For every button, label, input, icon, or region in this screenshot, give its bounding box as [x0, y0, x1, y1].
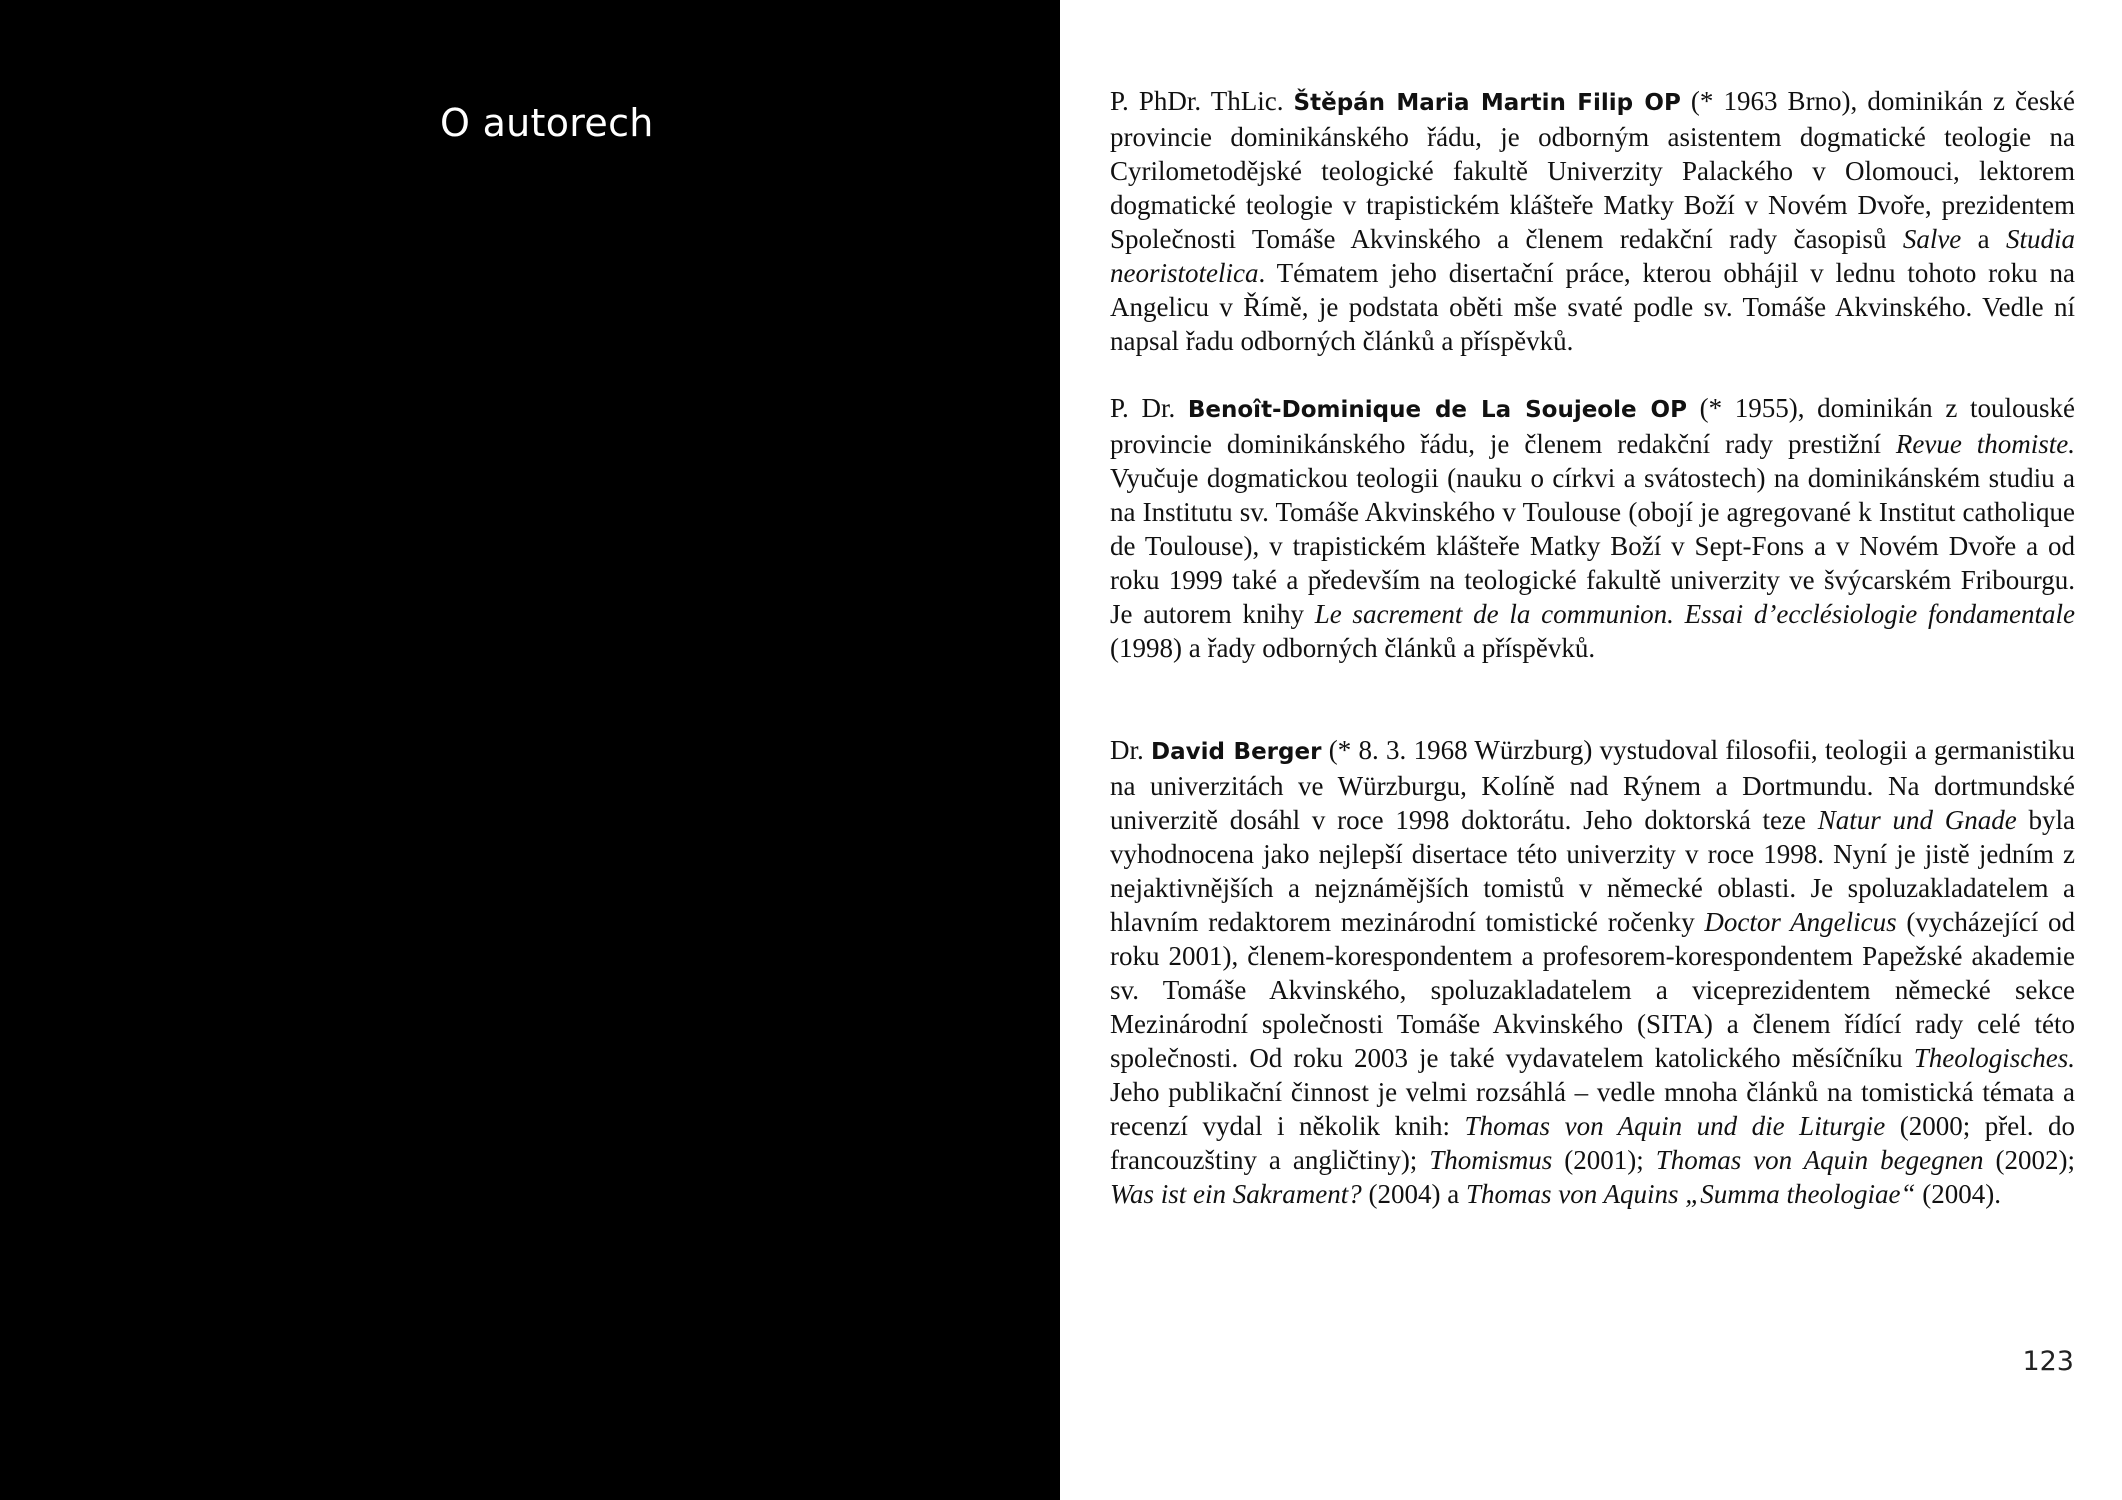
journal-title: Salve: [1902, 224, 1962, 254]
book-title: Thomas von Aquins „Summa theologiae“: [1465, 1179, 1916, 1209]
thesis-title: Natur und Gnade: [1817, 805, 2017, 835]
bio-text: (vycházející od roku 2001), členem-korespondentem a profesorem-korespondentem Papežské akademie sv. Tomáše Akvinského, spoluzakladatelem a viceprezidentem německé sekce Mezinárodní společnosti Tomáše Akvinského (SITA) a členem řídící rady celé této společnosti. Od roku 2003 je také vydavatelem katolického měsíčníku: [1110, 907, 2075, 1073]
book-title: Thomismus: [1429, 1145, 1553, 1175]
book-title: Le sacrement de la communion. Essai d’ecclésiologie fondamentale: [1314, 599, 2075, 629]
author-name: Štěpán Maria Martin Filip OP: [1293, 90, 1681, 116]
author-name: Benoît-Dominique de La Soujeole OP: [1187, 397, 1687, 423]
bio-text: (1998) a řady odborných článků a příspěvků.: [1110, 633, 1596, 663]
journal-title: Theologisches.: [1913, 1043, 2075, 1073]
journal-title: Studia neoristotelica: [1110, 224, 2076, 288]
bio-text: Vyučuje dogmatickou teologii (nauku o církvi a svátostech) na dominikánském studiu a na Institutu sv. Tomáše Akvinského v Toulouse (obojí je agregované k Institut catholique de Toulouse), v trapistickém klášteře Matky Boží v Sept-Fons a v Novém Dvoře a od roku 1999 také a především na teologické fakultě univerzity ve švýcarském Fribourgu. Je autorem knihy: [1110, 463, 2075, 629]
section-heading: O autorech: [440, 101, 654, 145]
bio-prefix: P. Dr.: [1110, 393, 1188, 423]
bio-text: (2000; přel. do francouzštiny a angličtiny);: [1110, 1111, 2075, 1175]
journal-title: Revue thomiste.: [1895, 429, 2075, 459]
bio-prefix: P. PhDr. ThLic.: [1110, 86, 1294, 116]
left-page-black-panel: [0, 0, 1060, 1500]
bio-text: (* 1955), dominikán z toulouské provincie dominikánského řádu, je členem redakční rady prestižní: [1110, 393, 2075, 459]
bio-text: Jeho publikační činnost je velmi rozsáhlá – vedle mnoha článků na tomistická témata a recenzí vydal i několik knih:: [1110, 1077, 2075, 1141]
author-bio-filip: [1110, 84, 2075, 358]
book-title: Was ist ein Sakrament?: [1110, 1179, 1362, 1209]
bio-text: (2002);: [1983, 1145, 2076, 1175]
bio-prefix: Dr.: [1110, 735, 1152, 765]
bio-text: (2004).: [1915, 1179, 2001, 1209]
yearbook-title: Doctor Angelicus: [1704, 907, 1897, 937]
bio-text: byla vyhodnocena jako nejlepší disertace této univerzity v roce 1998. Nyní je jistě jedním z nejaktivnějších a nejznámějších tomistů v německé oblasti. Je spoluzakladatelem a hlavním redaktorem mezinárodní tomistické ročenky: [1110, 805, 2075, 937]
author-bio-berger: [1110, 733, 2075, 1211]
bio-text: (2004) a: [1361, 1179, 1466, 1209]
bio-text: (* 8. 3. 1968 Würzburg) vystudoval filosofii, teologii a germanistiku na univerzitách ve Würzburgu, Kolíně nad Rýnem a Dortmundu. Na dortmundské univerzitě dosáhl v roce 1998 doktorátu. Jeho doktorská teze: [1110, 735, 2075, 835]
page-number: 123: [2022, 1346, 2074, 1377]
book-title: Thomas von Aquin und die Liturgie: [1464, 1111, 1886, 1141]
bio-text: a: [1961, 224, 2006, 254]
book-title: Thomas von Aquin begegnen: [1655, 1145, 1984, 1175]
bio-text: (* 1963 Brno), dominikán z české provincie dominikánského řádu, je odborným asistentem dogmatické teologie na Cyrilometodějské teologické fakultě Univerzity Palackého v Olomouci, lektorem dogmatické teologie v trapistickém klášteře Matky Boží v Novém Dvoře, prezidentem Společnosti Tomáše Akvinského a členem redakční rady časopisů: [1110, 86, 2075, 254]
bio-text: . Tématem jeho disertační práce, kterou obhájil v lednu tohoto roku na Angelicu v Římě, je podstata oběti mše svaté podle sv. Tomáše Akvinského. Vedle ní napsal řadu odborných článků a příspěvků.: [1110, 258, 2075, 356]
author-bio-soujeole: [1110, 391, 2075, 665]
author-name: David Berger: [1151, 739, 1322, 765]
bio-text: (2001);: [1552, 1145, 1656, 1175]
